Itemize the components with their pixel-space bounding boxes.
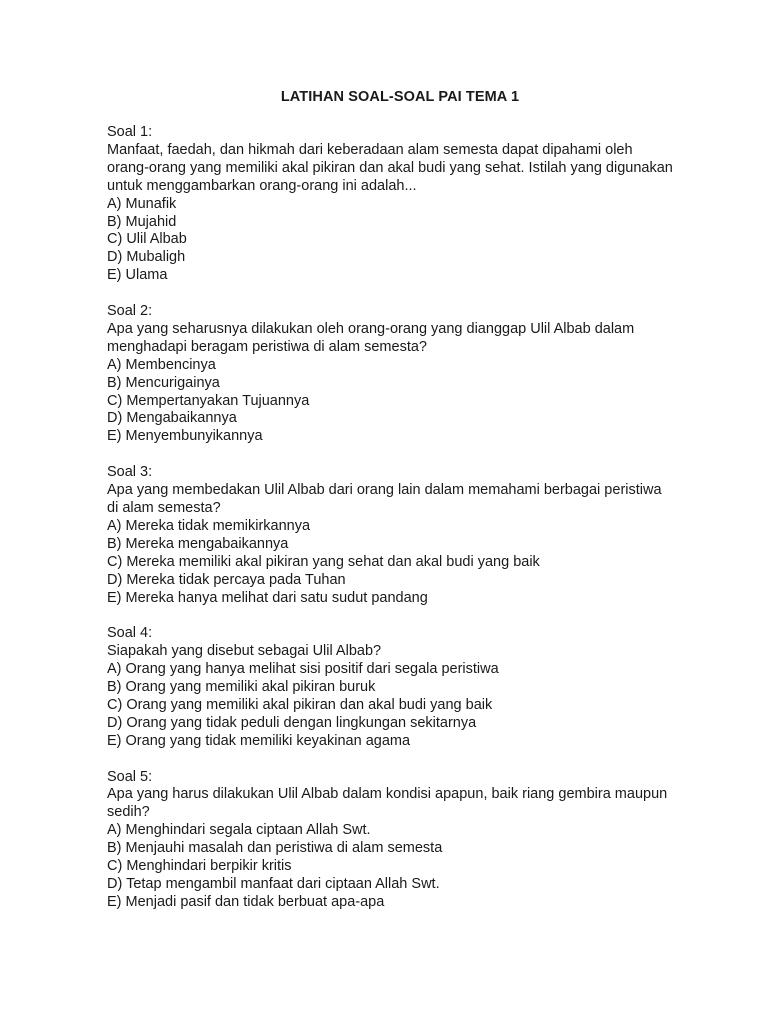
answer-option: B) Mencurigainya <box>107 374 220 391</box>
answer-option: C) Orang yang memiliki akal pikiran dan akal budi yang baik <box>107 696 493 713</box>
question-1 <box>107 124 707 285</box>
answer-option: B) Orang yang memiliki akal pikiran buruk <box>107 679 376 696</box>
answer-option: D) Orang yang tidak peduli dengan lingkungan sekitarnya <box>107 714 477 731</box>
answer-option: C) Mereka memiliki akal pikiran yang sehat dan akal budi yang baik <box>107 553 540 570</box>
question-text-line: orang-orang yang memiliki akal pikiran dan akal budi yang sehat. Istilah yang digunakan <box>107 159 673 176</box>
question-text-line: Apa yang seharusnya dilakukan oleh orang-orang yang dianggap Ulil Albab dalam <box>107 320 635 337</box>
question-label: Soal 5: <box>107 768 153 785</box>
answer-option: C) Mempertanyakan Tujuannya <box>107 392 310 409</box>
answer-option: A) Mereka tidak memikirkannya <box>107 517 311 534</box>
answer-option: D) Mubaligh <box>107 249 186 266</box>
question-text-line: untuk menggambarkan orang-orang ini adalah... <box>107 177 417 194</box>
question-text-line: Apa yang membedakan Ulil Albab dari orang lain dalam memahami berbagai peristiwa <box>107 482 662 499</box>
answer-option: C) Ulil Albab <box>107 231 187 248</box>
question-3 <box>107 464 707 607</box>
question-label: Soal 1: <box>107 124 153 140</box>
answer-option: A) Menghindari segala ciptaan Allah Swt. <box>107 822 371 839</box>
answer-option: E) Menyembunyikannya <box>107 428 263 445</box>
document-body <box>107 124 707 930</box>
answer-option: E) Ulama <box>107 267 168 284</box>
answer-option: D) Mengabaikannya <box>107 410 237 427</box>
question-4 <box>107 625 707 750</box>
answer-option: C) Menghindari berpikir kritis <box>107 858 292 875</box>
question-text-line: Siapakah yang disebut sebagai Ulil Albab? <box>107 643 382 660</box>
question-label: Soal 3: <box>107 464 153 481</box>
answer-option: A) Membencinya <box>107 356 216 373</box>
question-text-line: di alam semesta? <box>107 500 221 516</box>
question-text-line: Manfaat, faedah, dan hikmah dari keberadaan alam semesta dapat dipahami oleh <box>107 141 633 158</box>
question-2 <box>107 303 707 446</box>
answer-option: E) Mereka hanya melihat dari satu sudut pandang <box>107 589 428 606</box>
answer-option: B) Mujahid <box>107 213 177 230</box>
answer-option: D) Mereka tidak percaya pada Tuhan <box>107 571 346 588</box>
document-title: LATIHAN SOAL-SOAL PAI TEMA 1 <box>280 89 520 105</box>
answer-option: E) Orang yang tidak memiliki keyakinan agama <box>107 732 411 749</box>
answer-option: A) Orang yang hanya melihat sisi positif dari segala peristiwa <box>107 661 499 678</box>
question-label: Soal 4: <box>107 625 153 642</box>
question-label: Soal 2: <box>107 303 153 320</box>
answer-option: A) Munafik <box>107 195 177 212</box>
question-text-line: menghadapi beragam peristiwa di alam semesta? <box>107 338 427 355</box>
answer-option: D) Tetap mengambil manfaat dari ciptaan Allah Swt. <box>107 876 440 892</box>
question-5 <box>107 769 707 912</box>
answer-option: B) Menjauhi masalah dan peristiwa di alam semesta <box>107 840 443 857</box>
question-text-line: Apa yang harus dilakukan Ulil Albab dalam kondisi apapun, baik riang gembira maupun <box>107 786 668 803</box>
answer-option: E) Menjadi pasif dan tidak berbuat apa-apa <box>107 893 385 910</box>
answer-option: B) Mereka mengabaikannya <box>107 535 289 552</box>
question-text-line: sedih? <box>107 804 150 821</box>
